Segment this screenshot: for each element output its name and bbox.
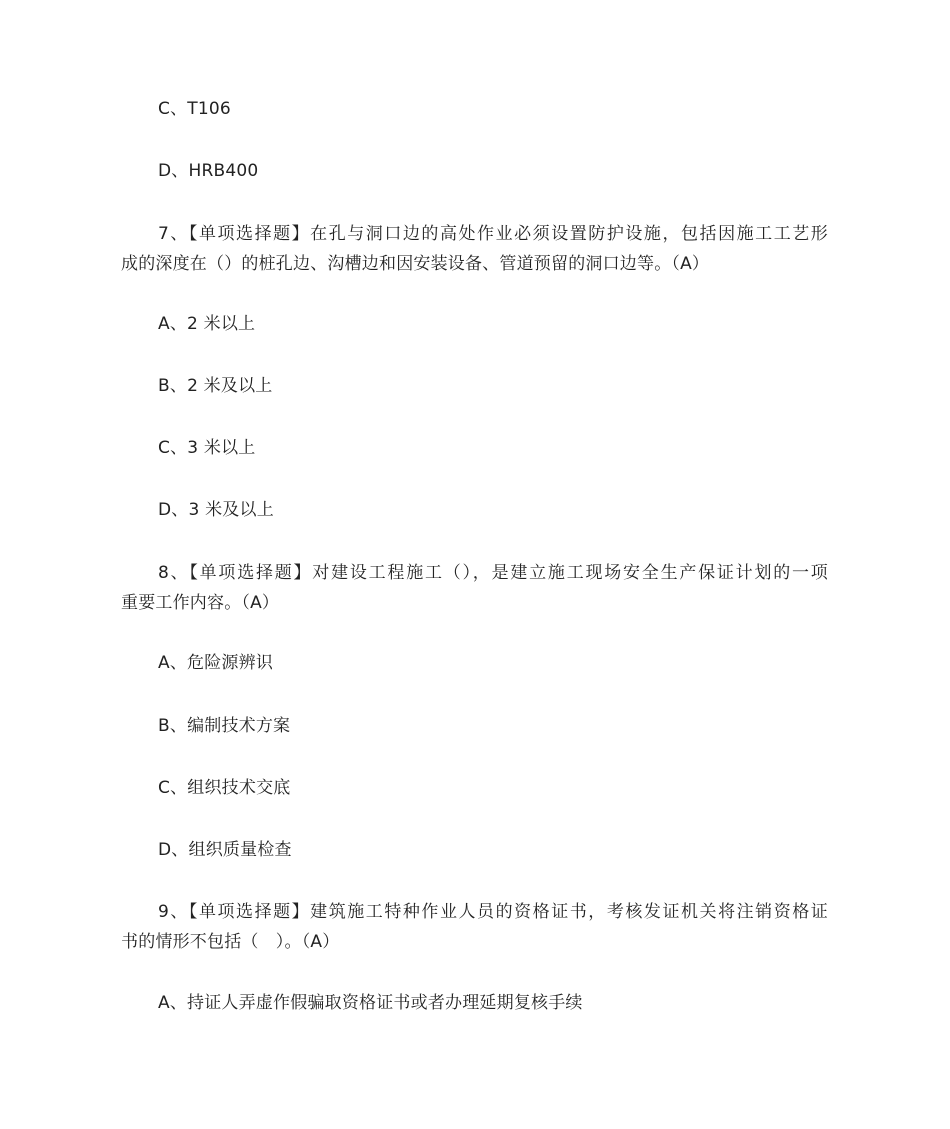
q7-option-d: D、3 米及以上: [158, 500, 274, 520]
q8-option-c: C、组织技术交底: [158, 778, 291, 798]
q9-stem-line-2: 书的情形不包括（ ）。（A）: [121, 932, 340, 952]
q8-stem-line-1: 8、【单项选择题】对建设工程施工（），是建立施工现场安全生产保证计划的一项: [158, 563, 828, 583]
q8-option-b: B、编制技术方案: [158, 716, 291, 736]
q6-option-d: D、HRB400: [158, 161, 259, 181]
q9-option-a: A、持证人弄虚作假骗取资格证书或者办理延期复核手续: [158, 993, 583, 1013]
q7-option-b: B、2 米及以上: [158, 376, 273, 396]
q8-option-a: A、危险源辨识: [158, 653, 274, 673]
q8-option-d: D、组织质量检查: [158, 840, 292, 860]
q7-option-a: A、2 米以上: [158, 314, 256, 334]
q8-stem-line-2: 重要工作内容。（A）: [121, 593, 280, 613]
q9-stem-line-1: 9、【单项选择题】建筑施工特种作业人员的资格证书，考核发证机关将注销资格证: [158, 902, 828, 922]
q7-option-c: C、3 米以上: [158, 438, 256, 458]
q7-stem-line-2: 成的深度在（）的桩孔边、沟槽边和因安装设备、管道预留的洞口边等。（A）: [121, 254, 710, 274]
q7-stem-line-1: 7、【单项选择题】在孔与洞口边的高处作业必须设置防护设施，包括因施工工艺形: [158, 224, 828, 244]
q6-option-c: C、T106: [158, 99, 231, 119]
